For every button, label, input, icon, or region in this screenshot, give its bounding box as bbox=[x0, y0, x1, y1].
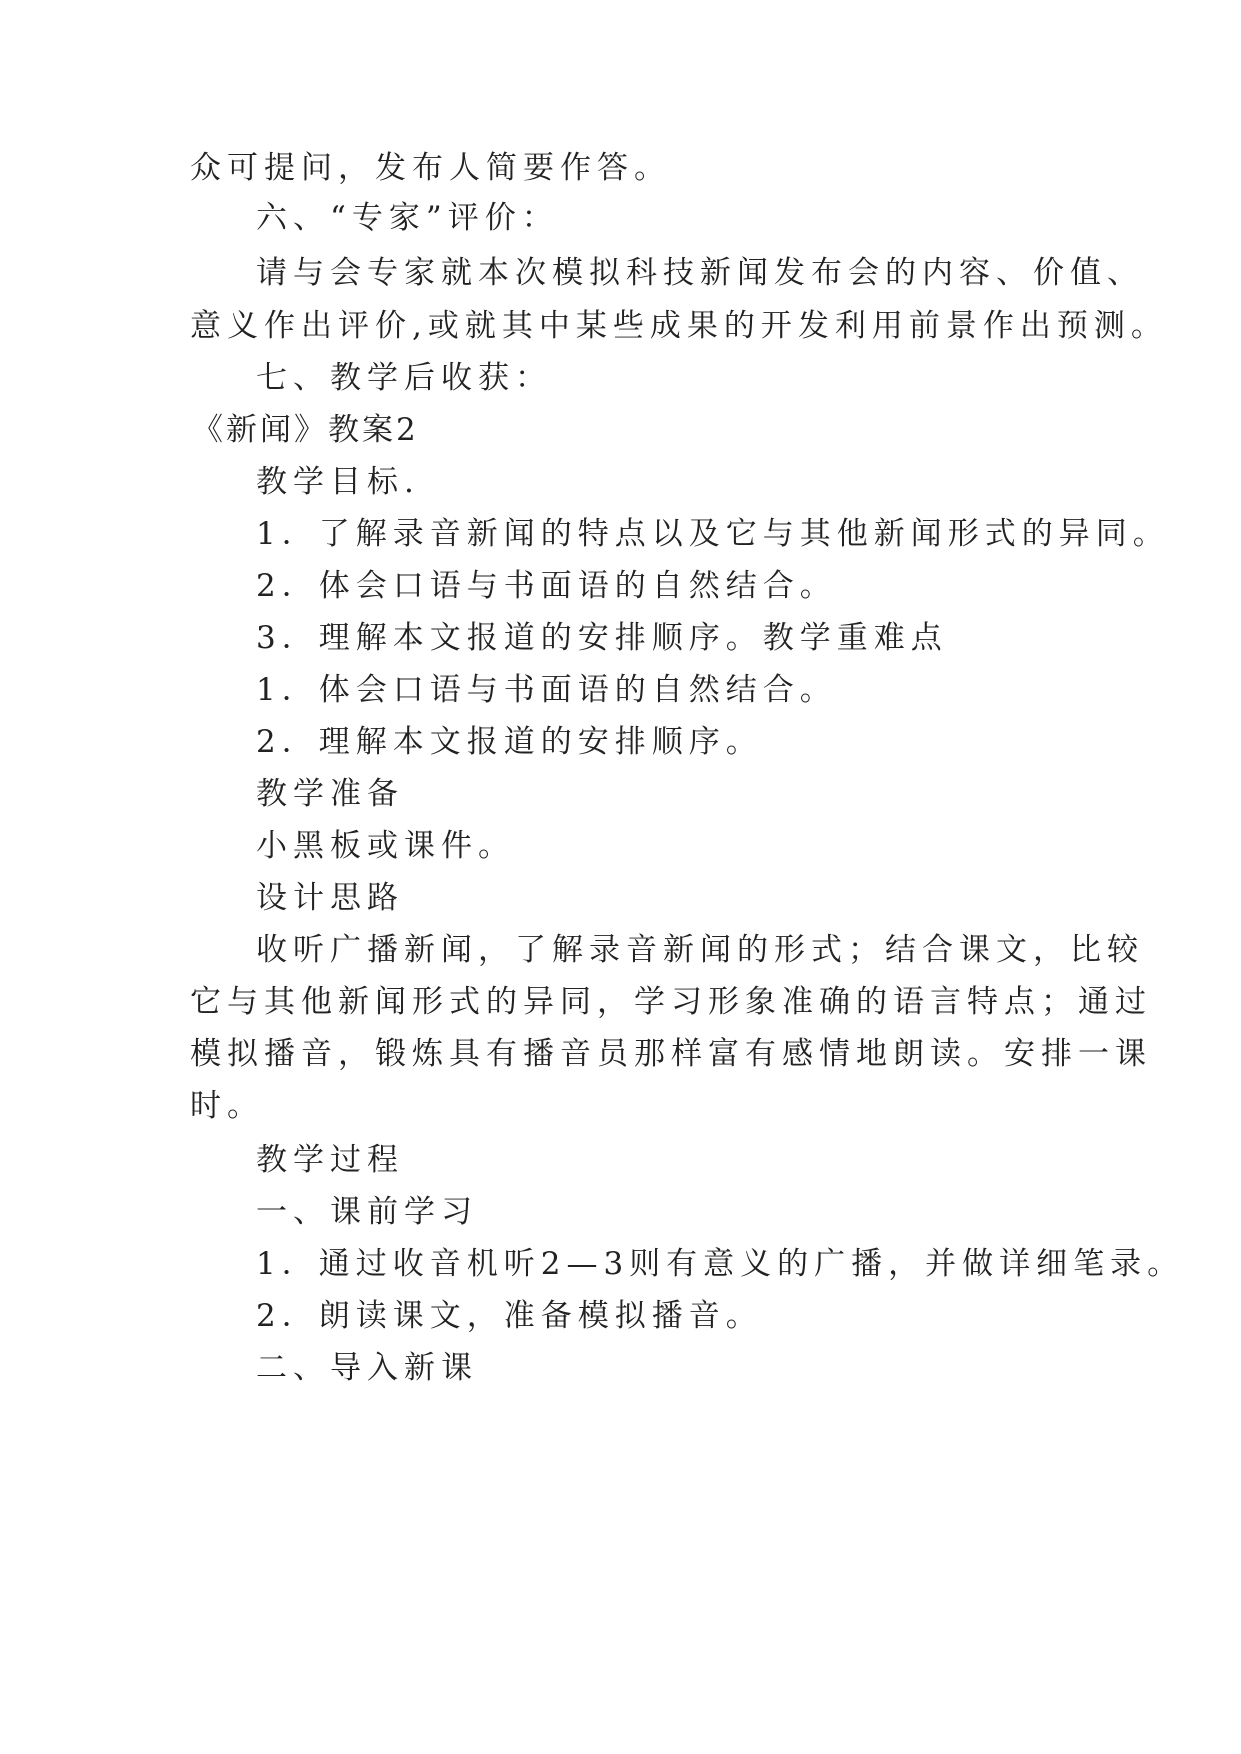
section-heading: 设计思路 bbox=[256, 880, 404, 916]
document-title: 《新闻》教案2 bbox=[192, 412, 419, 448]
paragraph-line: 它与其他新闻形式的异同，学习形象准确的语言特点；通过 bbox=[190, 984, 1152, 1020]
list-item: 1．体会口语与书面语的自然结合。 bbox=[256, 672, 837, 708]
section-heading: 教学准备 bbox=[256, 776, 404, 812]
list-item: 1．通过收音机听2—3则有意义的广播，并做详细笔录。 bbox=[256, 1246, 1185, 1282]
section-heading: 六、“专家”评价： bbox=[256, 200, 559, 236]
section-heading: 二、导入新课 bbox=[256, 1350, 478, 1386]
list-item: 3．理解本文报道的安排顺序。教学重难点 bbox=[256, 620, 948, 656]
section-heading: 一、课前学习 bbox=[256, 1194, 478, 1230]
list-item: 2．朗读课文，准备模拟播音。 bbox=[256, 1298, 763, 1334]
list-item: 2．理解本文报道的安排顺序。 bbox=[256, 724, 763, 760]
paragraph-line: 意义作出评价,或就其中某些成果的开发利用前景作出预测。 bbox=[190, 308, 1168, 344]
paragraph-line: 小黑板或课件。 bbox=[256, 828, 515, 864]
section-heading: 七、教学后收获： bbox=[256, 360, 552, 396]
list-item: 2．体会口语与书面语的自然结合。 bbox=[256, 568, 837, 604]
paragraph-line: 时。 bbox=[190, 1088, 264, 1124]
paragraph-line: 收听广播新闻，了解录音新闻的形式；结合课文，比较 bbox=[256, 932, 1144, 968]
paragraph-line: 请与会专家就本次模拟科技新闻发布会的内容、价值、 bbox=[256, 255, 1144, 291]
section-heading: 教学目标. bbox=[256, 464, 420, 500]
paragraph-line: 众可提问，发布人简要作答。 bbox=[190, 150, 671, 186]
list-item: 1．了解录音新闻的特点以及它与其他新闻形式的异同。 bbox=[256, 516, 1170, 552]
paragraph-line: 模拟播音，锻炼具有播音员那样富有感情地朗读。安排一课 bbox=[190, 1036, 1152, 1072]
section-heading: 教学过程 bbox=[256, 1142, 404, 1178]
